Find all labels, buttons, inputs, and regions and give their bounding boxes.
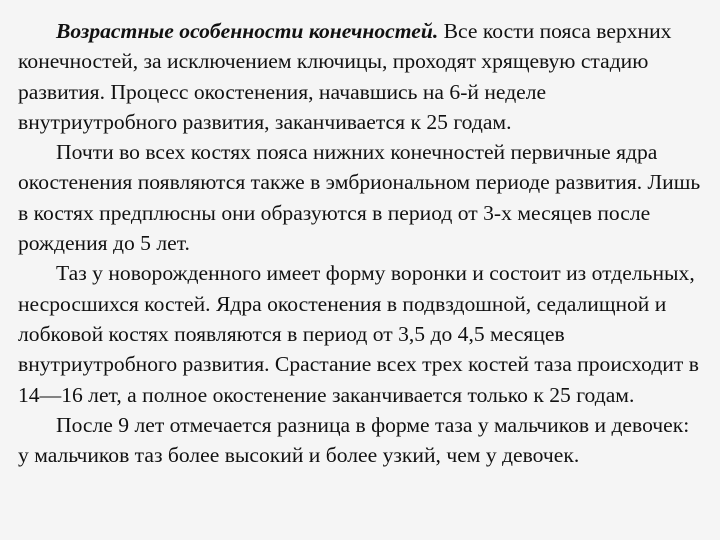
paragraph-limbs-age-features: [18, 16, 702, 137]
paragraph-text: Все кости пояса верхних конечностей, за исключением ключицы, проходят хрящевую стадию развития. Процесс окостенения, начавшись на 6-й неделе внутриутробного развития, заканчивается к 25 годам.: [18, 19, 672, 134]
paragraph-pelvis-differences: [18, 410, 702, 471]
paragraph-text: Почти во всех костях пояса нижних конечностей первичные ядра окостенения появляются также в эмбриональном периоде развития. Лишь в костях предплюсны они образуются в период от 3-х месяцев после рождения до 5 лет.: [18, 140, 701, 256]
paragraph-text: Таз у новорожденного имеет форму воронки и состоит из отдельных, несросшихся костей. Ядра окостенения в подвздошной, седалищной и лобковой костях появляются в период от 3,5 до 4,5 месяцев внутриутробного развития. Срастание всех трех костей таза происходит в 14—16 лет, а полное окостенение заканчивается только к 25 годам.: [18, 261, 699, 407]
paragraph-heading: Возрастные особенности конечностей.: [56, 19, 439, 43]
paragraph-lower-limb-girdle: [18, 137, 702, 258]
paragraph-pelvis-newborn: [18, 258, 702, 409]
paragraph-text: После 9 лет отмечается разница в форме таза у мальчиков и девочек: у мальчиков таз более высокий и более узкий, чем у девочек.: [18, 412, 690, 468]
